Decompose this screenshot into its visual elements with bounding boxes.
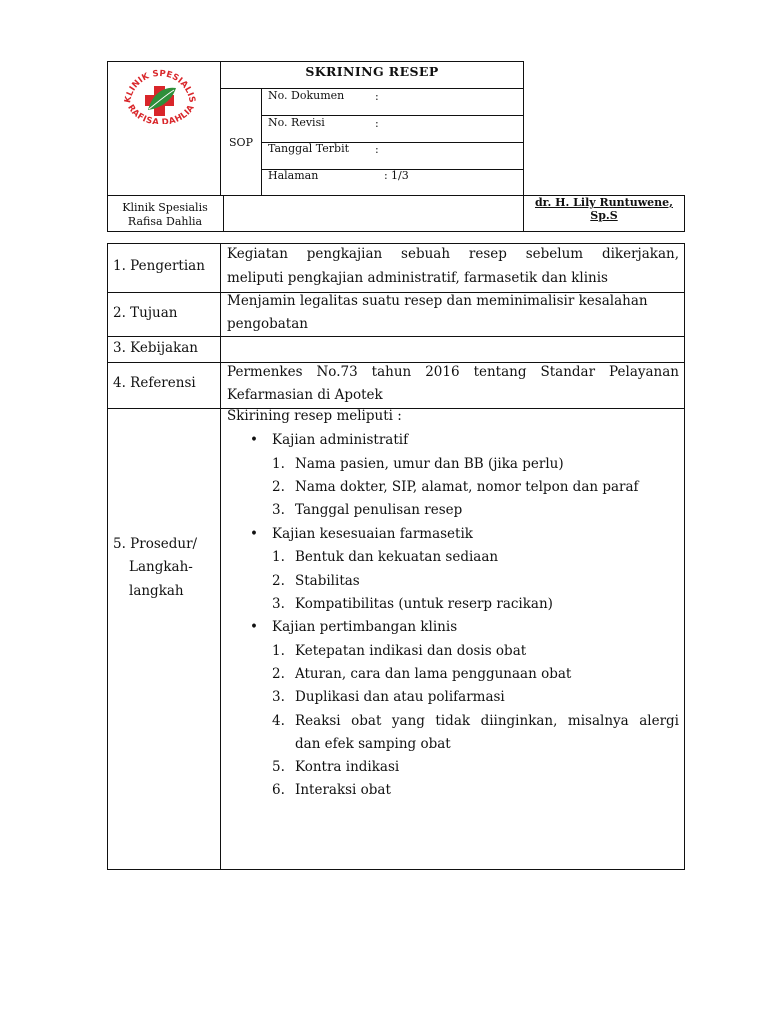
field-halaman-label: Halaman xyxy=(268,169,319,182)
document-title: SKRINING RESEP xyxy=(305,64,439,79)
field-halaman-value: 1/3 xyxy=(391,169,409,182)
clinic-logo xyxy=(118,64,202,124)
item-number: 3. xyxy=(272,596,285,612)
prosedur-intro: Skirining resep meliputi : xyxy=(227,408,402,424)
list-item: Duplikasi dan atau polifarmasi xyxy=(295,689,505,705)
item-number: 2. xyxy=(272,479,285,495)
tujuan-text-line1: Menjamin legalitas suatu resep dan meminimalisir kesalahan xyxy=(227,293,648,309)
item-number: 1. xyxy=(272,643,285,659)
list-item: Ketepatan indikasi dan dosis obat xyxy=(295,643,527,659)
sop-label: SOP xyxy=(229,136,253,149)
tujuan-text-line2: pengobatan xyxy=(227,316,308,332)
field-no-revisi-label: No. Revisi xyxy=(268,116,325,129)
pengertian-text-line2: meliputi pengkajian administratif, farmasetik dan klinis xyxy=(227,270,608,286)
list-item: Kompatibilitas (untuk reserp racikan) xyxy=(295,596,553,612)
logo-bottom-text: RAFISA DAHLIA xyxy=(125,103,197,124)
section-label-prosedur-line3: langkah xyxy=(129,583,184,599)
logo-top-text: KLINIK SPESIALIS xyxy=(123,68,197,104)
clinic-name-line2: Rafisa Dahlia xyxy=(127,215,203,228)
group-title-administratif: Kajian administratif xyxy=(272,432,409,448)
field-no-dokumen-sep: : xyxy=(375,90,379,103)
item-number: 6. xyxy=(272,782,285,798)
section-label-pengertian: 1. Pengertian xyxy=(113,258,205,274)
section-label-prosedur-line2: Langkah- xyxy=(129,559,193,575)
list-item: Tanggal penulisan resep xyxy=(295,502,463,518)
field-halaman-sep: : xyxy=(384,169,388,182)
list-item-continuation: dan efek samping obat xyxy=(295,736,451,752)
item-number: 2. xyxy=(272,573,285,589)
list-item: Nama pasien, umur dan BB (jika perlu) xyxy=(295,456,564,472)
referensi-text-line1: Permenkes No.73 tahun 2016 tentang Standar Pelayanan xyxy=(227,364,679,380)
field-no-dokumen-label: No. Dokumen xyxy=(268,89,345,102)
group-title-klinis: Kajian pertimbangan klinis xyxy=(272,619,458,635)
bullet-icon: • xyxy=(250,526,258,542)
item-number: 1. xyxy=(272,456,285,472)
bullet-icon: • xyxy=(250,432,258,448)
bullet-icon: • xyxy=(250,619,258,635)
item-number: 4. xyxy=(272,713,285,729)
item-number: 2. xyxy=(272,666,285,682)
list-item: Nama dokter, SIP, alamat, nomor telpon dan paraf xyxy=(295,479,639,495)
field-tanggal-terbit-label: Tanggal Terbit xyxy=(268,142,350,155)
pengertian-text-line1: Kegiatan pengkajian sebuah resep sebelum dikerjakan, xyxy=(227,246,679,262)
list-item: Aturan, cara dan lama penggunaan obat xyxy=(295,666,572,682)
signer-name-line1: dr. H. Lily Runtuwene, xyxy=(534,196,673,209)
list-item: Bentuk dan kekuatan sediaan xyxy=(295,549,499,565)
signer-name-line2: Sp.S xyxy=(590,209,618,222)
referensi-text-line2: Kefarmasian di Apotek xyxy=(227,387,383,403)
field-tanggal-terbit-sep: : xyxy=(375,143,379,156)
section-label-prosedur-line1: 5. Prosedur/ xyxy=(113,536,198,552)
item-number: 5. xyxy=(272,759,285,775)
section-label-referensi: 4. Referensi xyxy=(113,375,196,391)
list-item: Interaksi obat xyxy=(295,782,391,798)
list-item: Reaksi obat yang tidak diinginkan, misalnya alergi xyxy=(295,713,679,729)
list-item: Stabilitas xyxy=(295,573,360,589)
section-label-tujuan: 2. Tujuan xyxy=(113,305,178,321)
group-title-farmasetik: Kajian kesesuaian farmasetik xyxy=(272,526,473,542)
item-number: 3. xyxy=(272,502,285,518)
item-number: 3. xyxy=(272,689,285,705)
section-label-kebijakan: 3. Kebijakan xyxy=(113,340,199,356)
field-no-revisi-sep: : xyxy=(375,117,379,130)
clinic-name-line1: Klinik Spesialis xyxy=(122,201,208,214)
item-number: 1. xyxy=(272,549,285,565)
list-item: Kontra indikasi xyxy=(295,759,400,775)
